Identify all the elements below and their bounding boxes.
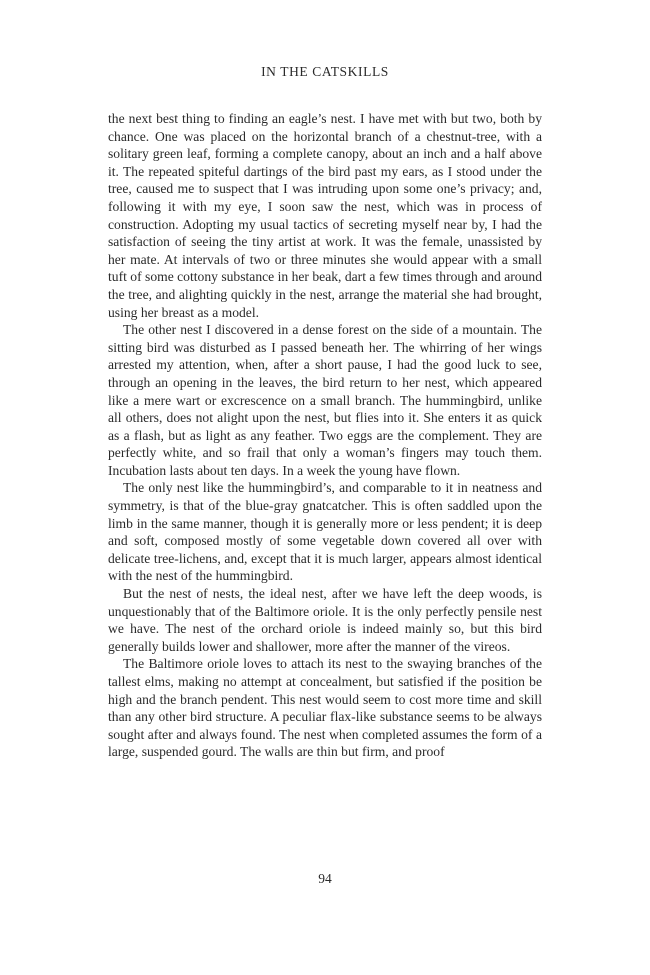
paragraph-5: The Baltimore oriole loves to attach its nest to the swaying branches of the tallest elms, making no attempt at concealment, but satisfied if the position be high and the branch pendent. This nest would seem to cost more time and skill than any other bird structure. A peculiar flax-like substance seems to be always sought after and always found. The nest when completed assumes the form of a large, suspended gourd. The walls are thin but firm, and proof: [108, 656, 542, 760]
body-text: [108, 110, 542, 761]
page-number: 94: [318, 871, 332, 886]
paragraph-1: the next best thing to finding an eagle’s nest. I have met with but two, both by chance. One was placed on the horizontal branch of a chestnut-tree, with a solitary green leaf, forming a complete canopy, about an inch and a half above it. The repeated spiteful dartings of the bird past my ears, as I stood under the tree, caused me to suspect that I was intruding upon some one’s privacy; and, following it with my eye, I soon saw the nest, which was in process of construction. Adopting my usual tactics of secreting myself near by, I had the satisfaction of seeing the tiny artist at work. It was the female, unassisted by her mate. At intervals of two or three minutes she would appear with a small tuft of some cottony substance in her beak, dart a few times through and around the tree, and alighting quickly in the nest, arrange the material she had brought, using her breast as a model.: [108, 111, 542, 320]
running-head: IN THE CATSKILLS: [261, 64, 389, 79]
paragraph-2: The other nest I discovered in a dense forest on the side of a mountain. The sitting bird was disturbed as I passed beneath her. The whirring of her wings arrested my attention, when, after a short pause, I had the good luck to see, through an opening in the leaves, the bird return to her nest, which appeared like a mere wart or excrescence on a small branch. The hummingbird, unlike all others, does not alight upon the nest, but flies into it. She enters it as quick as a flash, but as light as any feather. Two eggs are the complement. They are perfectly white, and so frail that only a woman’s fingers may touch them. Incubation lasts about ten days. In a week the young have flown.: [108, 322, 542, 478]
paragraph-4: But the nest of nests, the ideal nest, after we have left the deep woods, is unquestionably that of the Baltimore oriole. It is the only perfectly pensile nest we have. The nest of the orchard oriole is indeed mainly so, but this bird generally builds lower and shallower, more after the manner of the vireos.: [108, 586, 542, 654]
paragraph-3: The only nest like the hummingbird’s, and comparable to it in neatness and symmetry, is that of the blue-gray gnatcatcher. This is often saddled upon the limb in the same manner, though it is generally more or less pendent; it is deep and soft, composed mostly of some vegetable down covered all over with delicate tree-lichens, and, except that it is much larger, appears almost identical with the nest of the hummingbird.: [108, 480, 542, 584]
